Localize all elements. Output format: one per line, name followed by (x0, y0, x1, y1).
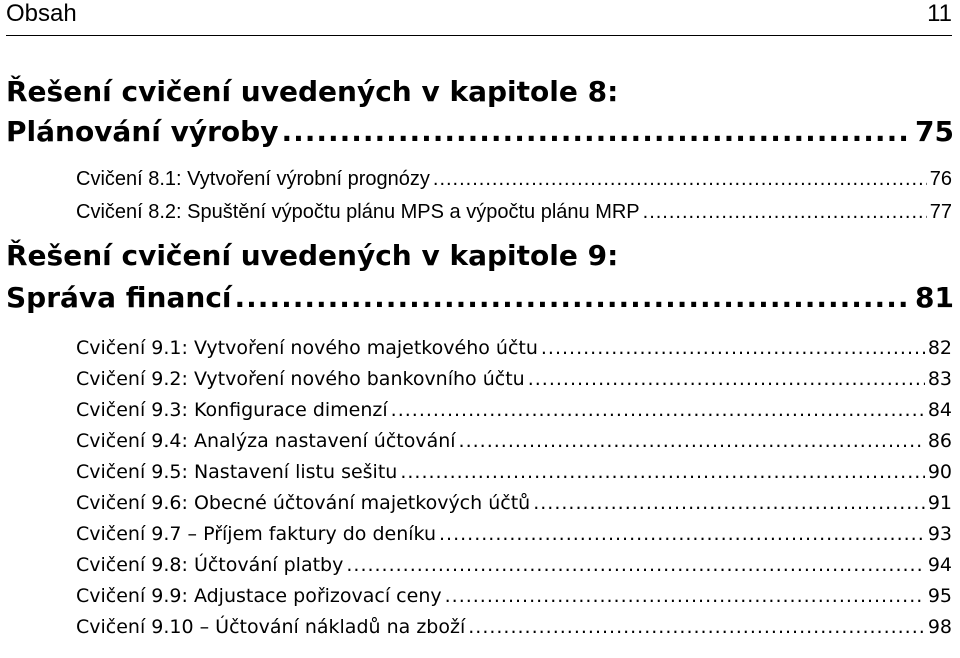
chapter-heading-line1[interactable]: Řešení cvičení uvedených v kapitole 8: (6, 75, 619, 108)
toc-entry[interactable] (76, 550, 952, 580)
dot-leader (235, 278, 913, 318)
toc-entry-label: Cvičení 9.6: Obecné účtování majetkových účtů (76, 492, 531, 514)
toc-entry-label: Cvičení 9.2: Vytvoření nového bankovního účtu (76, 368, 525, 390)
chapter-title: Správa financí (6, 281, 232, 314)
dot-leader (281, 112, 912, 152)
toc-entry-label: Cvičení 9.10 – Účtování nákladů na zboží (76, 616, 466, 638)
toc-entry-label: Cvičení 9.4: Analýza nastavení účtování (76, 430, 456, 452)
chapter-title: Plánování výroby (6, 115, 279, 148)
toc-entry[interactable] (76, 164, 952, 194)
toc-entry-page: 91 (927, 492, 952, 514)
page-header (6, 0, 952, 36)
chapter-heading-line2[interactable] (6, 112, 954, 152)
dot-leader (445, 581, 925, 611)
dot-leader (643, 197, 927, 227)
toc-entry[interactable] (76, 457, 952, 487)
toc-entry[interactable] (76, 364, 952, 394)
dot-leader (468, 612, 925, 642)
toc-entry-page: 98 (927, 616, 952, 638)
toc-entry-page: 83 (927, 368, 952, 390)
dot-leader (439, 519, 925, 549)
toc-entry-page: 76 (929, 168, 952, 190)
toc-entry-label: Cvičení 8.1: Vytvoření výrobní prognózy (76, 168, 430, 190)
dot-leader (459, 426, 925, 456)
toc-entry-label: Cvičení 9.7 – Příjem faktury do deníku (76, 523, 436, 545)
toc-entry[interactable] (76, 612, 952, 642)
chapter-page-number: 81 (915, 281, 954, 314)
toc-entry[interactable] (76, 197, 952, 227)
dot-leader (541, 333, 925, 363)
toc-entry[interactable] (76, 426, 952, 456)
toc-entry[interactable] (76, 488, 952, 518)
toc-entry-page: 82 (927, 337, 952, 359)
dot-leader (391, 395, 925, 425)
header-page-number: 11 (927, 0, 952, 27)
toc-entry-page: 77 (929, 201, 952, 223)
toc-entry-page: 90 (927, 461, 952, 483)
toc-entry[interactable] (76, 395, 952, 425)
dot-leader (433, 164, 927, 194)
dot-leader (346, 550, 924, 580)
toc-entry-page: 93 (927, 523, 952, 545)
toc-entry-page: 94 (927, 554, 952, 576)
chapter-heading-line1[interactable]: Řešení cvičení uvedených v kapitole 9: (6, 239, 619, 272)
dot-leader (528, 364, 925, 394)
toc-entry-label: Cvičení 9.8: Účtování platby (76, 554, 344, 576)
toc-entry-label: Cvičení 9.1: Vytvoření nového majetkového účtu (76, 337, 538, 359)
header-title: Obsah (6, 0, 77, 27)
toc-entry[interactable] (76, 333, 952, 363)
chapter-page-number: 75 (915, 115, 954, 148)
toc-entry-label: Cvičení 9.9: Adjustace pořizovací ceny (76, 585, 442, 607)
chapter-heading-line2[interactable] (6, 278, 954, 318)
toc-entry[interactable] (76, 519, 952, 549)
toc-entry-label: Cvičení 9.5: Nastavení listu sešitu (76, 461, 398, 483)
toc-entry-label: Cvičení 8.2: Spuštění výpočtu plánu MPS a výpočtu plánu MRP (76, 201, 640, 223)
toc-entry[interactable] (76, 581, 952, 611)
toc-entry-page: 84 (927, 399, 952, 421)
dot-leader (533, 488, 925, 518)
toc-entry-label: Cvičení 9.3: Konfigurace dimenzí (76, 399, 388, 421)
toc-entry-page: 95 (927, 585, 952, 607)
dot-leader (400, 457, 924, 487)
toc-entry-page: 86 (927, 430, 952, 452)
